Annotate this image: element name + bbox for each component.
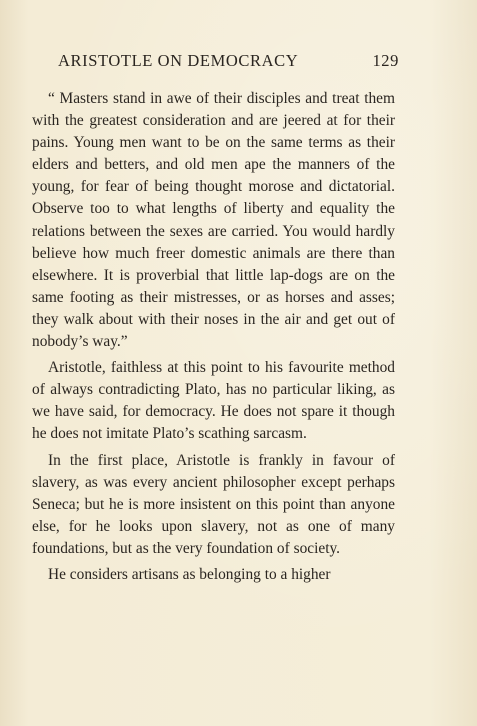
body-text [32, 88, 395, 586]
paragraph: In the first place, Aristotle is frankly in favour of slavery, as was every ancient philosopher except perhaps Seneca; but he is more insistent on this point than anyone else, for he looks upon slavery, not as one of many foundations, but as the very foundation of society. [32, 451, 395, 557]
running-title: ARISTOTLE ON DEMOCRACY [58, 51, 299, 70]
page-number: 129 [372, 51, 399, 70]
paragraph: “ Masters stand in awe of their disciples and treat them with the greatest consideration and are jeered at for their pains. Young men want to be on the same terms as their elders and betters, and old men ape the manners of the young, for fear of being thought morose and dictatorial. Observe too to what lengths of liberty and equality the relations between the sexes are carried. You would hardly believe how much freer domestic animals are there than elsewhere. It is proverbial that little lap-dogs are on the same footing as their mistresses, or as horses and asses; they walk about with their noses in the air and get out of nobody’s way.” [32, 90, 395, 351]
paragraph: He considers artisans as belonging to a higher [48, 565, 331, 583]
page-header [58, 50, 399, 72]
paragraph: Aristotle, faithless at this point to his favourite method of always contradicting Plato, has no particular liking, as we have said, for democracy. He does not spare it though he does not imitate Plato’s scathing sarcasm. [32, 359, 395, 443]
